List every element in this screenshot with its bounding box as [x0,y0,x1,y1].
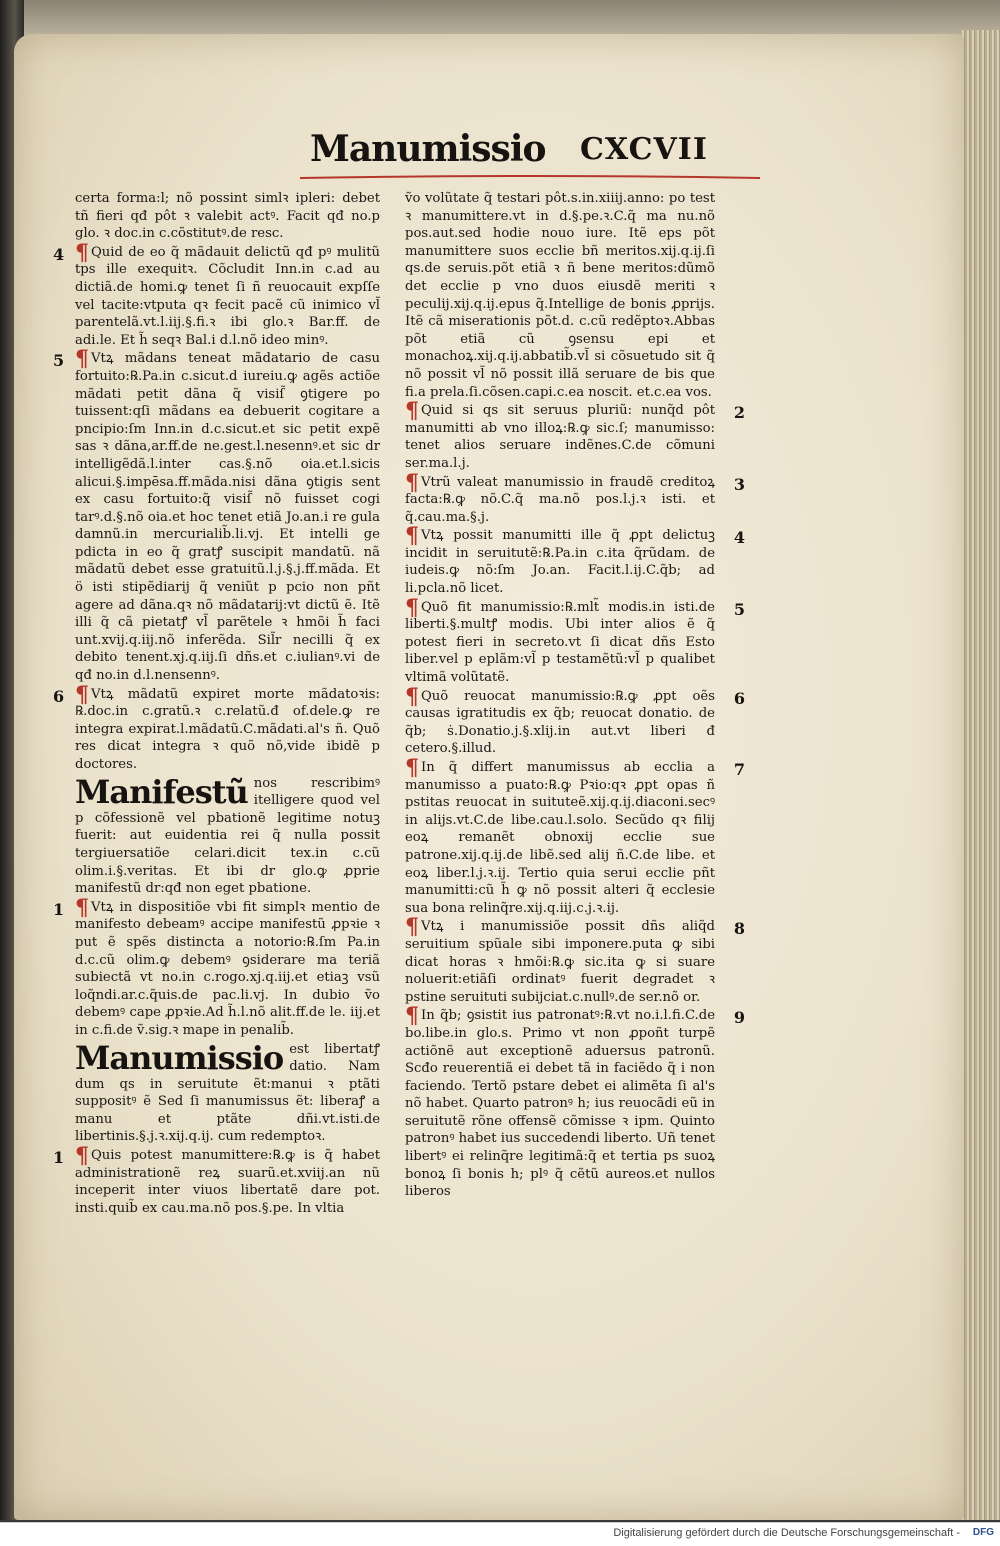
pilcrow-icon: ¶ [75,346,89,373]
pilcrow-icon: ¶ [75,681,89,708]
margin-number: 5 [53,351,65,371]
text-paragraph [405,523,745,597]
text-paragraph [405,594,745,687]
paragraph-text: In q̃b; ꝯsistit ius patronatꝰ:℞.vt no.i.l.fi.C.de bo.libe.in glo.s. Primo vt non ꝓpoñt turpẽ actiõnẽ aut exceptionẽ aduersus patronũ. Scđo reuerentiã ei debet tã in faciẽdo q̃ i non faciendo. Tertõ pstare debet ei alimẽta ſi al's nõ habet. Quarto patronꝰ h; ius reuocãdi eũ in seruitutẽ rõne offensẽ cõmisse ꝛ ipm. Quinto patronꝰ habet ius succedendi liberto. Uñ tenet libertꝰ ei relinq̃re legitimã:q̃ et tertia ps suoꝝ bonoꝝ ſi bonis h; plꝰ q̃ cẽtũ aureos.et nullos liberos [405,1008,715,1200]
margin-number: 5 [733,599,745,619]
pilcrow-icon: ¶ [75,239,89,266]
paragraph-text: Vtꝝ in dispositiõe vbi fit simplꝛ mentio de manifesto debeamꝰ accipe manifestũ ꝓpꝛie ꝛ put ẽ spẽs distincta a notorio:℞.ſm Pa.in d.c.cũ olim.ꝙ debemꝰ ꝯsiderare ma teriã subiectã vt no.in c.rogo.xj.q.iij.et etiaꝫ vsũ loq̃ndi.ar.c.q̃uis.de pac.li.vj. In dubio ṽo debemꝰ cape ꝓpꝛie.Ad h̃.l.nõ alit.ff.de le. iij.et in c.fi.de ṽ.sig.ꝛ mape in penalib̃. [75,899,380,1038]
footer-bar [0,1522,1000,1546]
running-head [300,128,730,176]
text-paragraph [53,1143,380,1217]
pilcrow-icon: ¶ [405,594,419,621]
margin-number: 8 [733,919,745,939]
paragraph-text: In q̃ differt manumissus ab ecclia a manumisso a puato:℞.ꝙ Pꝛio:qꝛ ꝓpt opas ñ pstitas reuocat in suituteẽ.xij.q.ij.diaconi.secꝰ in alijs.vt.C.de libe.cau.l.solo. Secũdo qꝛ filij eoꝝ remanẽt obnoxij ecclie sue patrone.xij.q.ij.de libẽ.sed alij ñ.C.de libe. et eoꝝ liber.l.j.ꝛ.ij. Tertio quia serui ecclie pñt manumitti:cũ h̃ ꝙ nõ possit alteri q̃ ecclesie sua bona relinq̃re.xij.q.iij.c.j.ꝛ.ij. [405,760,715,916]
text-paragraph [75,190,380,243]
text-paragraph [53,239,380,350]
left-column [53,190,380,1218]
margin-number: 9 [733,1008,745,1028]
lemma-paragraph [75,1038,380,1147]
margin-number: 4 [733,528,745,548]
paragraph-text: ṽo volũtate q̃ testari pôt.s.in.xiiij.anno: po test ꝛ manumittere.vt in d.§.pe.ꝛ.C.q̃ ma nu.nõ pos.aut.sed hodie nouo iure. Itẽ eps põt manumittere suos ecclie bñ meritos.xij.q.ij.ſi qs.de seruis.põt etiã ꝛ ñ bene meritos:dũmõ det ecclie p vno duos eiusdẽ meriti ꝛ peculij.xij.q.ij.epus q̃.Intellige de bonis ꝓprijs. Itẽ cã miserationis põt.d. c.cũ redẽptoꝛ.Abbas põt etiã cũ ꝯsensu epi et monachoꝝ.xij.q.ij.abbatib̃.vl̃ si cõsuetudo sit q̃ nõ possit vl̃ nõ possit illã seruare de bis que fi.a prela.ſi.cõsen.capi.c.ea noscit. et.c.ea vos. [405,191,715,400]
paragraph-text: Quõ reuocat manumissio:℞.ꝙ ꝓpt oẽs causas igratitudis ex q̃b; reuocat donatio. de q̃b; ṡ.Donatio.j.§.xlij.in aut.vt liberi đ cetero.§.illud. [405,688,715,757]
paragraph-text: Quis potest manumittere:℞.ꝙ is q̃ habet administrationẽ reꝝ suarũ.et.xviij.an nũ inceperit inter viuos libertatẽ dare pot. insti.quib̃ ex cau.ma.nõ pos.§.pe. In vltia [75,1148,380,1216]
margin-number: 4 [53,244,65,264]
pilcrow-icon: ¶ [405,469,419,496]
folio-number: CXCVII [580,132,708,167]
text-paragraph [53,894,380,1040]
pilcrow-icon: ¶ [405,914,419,941]
paragraph-text: Quid de eo q̃ mãdauit delictũ qđ pꝰ mulitũ tps ille exequitꝛ. Cõcludit Inn.in c.ad au dictiã.de homi.ꝙ tenet ſi ñ reuocauit expſſe vel tacite:vtputa qꝛ fecit pacẽ cũ inimico vl̃ parentelã.vt.l.iij.§.fi.ꝛ ibi glo.ꝛ Bar.ff. de adi.le. Et h̃ seqꝛ Bal.i d.l.nõ ideo minꝰ. [75,244,380,348]
paragraph-text: Vtꝝ possit manumitti ille q̃ ꝓpt delictuꝫ incidit in seruitutẽ:℞.Pa.in c.ita q̃rũdam. de iudeis.ꝙ nõ:ſm Jo.an. Facit.l.ij.C.q̃b; ad li.pcla.nõ licet. [405,528,715,597]
text-paragraph [405,1003,745,1201]
pilcrow-icon: ¶ [405,398,419,425]
pilcrow-icon: ¶ [405,523,419,550]
pilcrow-icon: ¶ [405,755,419,781]
header-rule [300,172,760,184]
text-paragraph [405,914,745,1006]
right-column [405,190,745,1202]
lemma-paragraph [75,772,380,898]
text-paragraph [405,190,715,401]
margin-number: 6 [733,688,745,708]
text-paragraph [405,683,745,758]
paragraph-text: Vtꝝ mãdatũ expiret morte mãdatoꝛis: ℞.doc.in c.gratũ.ꝛ c.relatũ.đ of.dele.ꝙ re integra expirat.l.mãdatũ.C.mãdati.al's ñ. Quõ res dicat integra ꝛ quõ nõ,vide ibidẽ p doctores. [75,686,380,772]
paragraph-text: Vtꝝ i manumissiõe possit dñs aliq̃d seruitium spũale sibi imponere.puta ꝙ sibi dicat horas ꝛ hmõi:℞.ꝙ sic.ita ꝙ si suare noluerit:etiãſi ordinatꝰ fuerit degradet ꝛ pstine seruituti subijciat.c.nullꝰ.de ser.nõ or. [405,919,715,1005]
paragraph-text: est libertatꝭ datio. Nam dum qs in seruitute ẽt:manui ꝛ ptãti suppositꝰ ẽ Sed ſi manumissus ẽt: liberaꝭ a manu et ptãte dñi.vt.isti.de libertinis.§.j.ꝛ.xij.q.ij. cum redemptoꝛ. [75,1041,380,1145]
text-paragraph [53,346,380,684]
text-paragraph [405,469,745,527]
margin-number: 6 [53,686,65,706]
pilcrow-icon: ¶ [75,1143,89,1170]
paragraph-text: nos rescribimꝰ itelligere quod vel p cõfessionẽ vel pbationẽ legitime notuꝫ fuerit: aut euidentia rei q̃ nulla possit tergiuersatiõe celari.dicit tex.in c.cũ olim.i.§.veritas. Et ibi dr glo.ꝙ ꝓprie manifestũ dr:qđ non eget pbatione. [75,775,380,897]
margin-number: 1 [53,1148,65,1168]
margin-number: 3 [733,474,745,494]
pilcrow-icon: ¶ [405,1003,419,1030]
pilcrow-icon: ¶ [75,894,89,921]
page-fore-edge [960,30,1000,1520]
footer-credit: Digitalisierung gefördert durch die Deutsche Forschungsgemeinschaft - [613,1527,960,1539]
paragraph-text: Vtꝝ mãdans teneat mãdatario de casu fortuito:℞.Pa.in c.sicut.d iureiu.ꝙ agẽs actiõe mãdati petit dãna q̃ visiſ̃ ꝯtigere po tuissent:qſi mãdans ea debuerit cogitare a pncipio:ſm Inn.in d.c.sicut.et sic petit expẽ sas ꝛ dãna,ar.ff.de ne.gest.l.nesennꝰ.et sic dr intelligẽdã.l.inter cas.§.nõ oia.et.l.sicis alicui.§.impēsa.ff.mãda.nisi dãna ꝯtigis sent ex casu fortuito:q̃ visiſ̃ nõ fuisset cogi tarꝰ.d.§.nõ oia.et hoc tenet etiã Jo.an.i re gula damnũ.in mercurialib̃.li.vj. Et intelli ge pdicta in eo q̃ gratꝭ suscipit mandatũ. nã mãdatũ debet esse gratuitũ.l.j.§.j.ff.mãda. Et ö isti stipẽdiarij q̃ veniũt p pcio non pñt agere ad dãna.qꝛ nõ mãdatarij:vt dictũ ẽ. Itẽ illi q̃ cã pietatꝭ vl̃ parẽtele ꝛ hmõi h̃ faci unt.xvij.q.iij.nõ inferẽda. Sil̃r necilli q̃ ex debito tenent.xj.q.iij.ſi dñs.et c.iulianꝰ.vi de qđ no.in d.l.nensennꝰ. [75,351,380,684]
paragraph-text: Quid si qs sit seruus pluriũ: nunq̃d pôt manumitti ab vno illoꝝ:℞.ꝙ sic.ſ; manumisso: tenet alios seruare indẽnes.C.de cõmuni ser.ma.l.j. [405,403,715,471]
margin-number: 7 [733,760,745,779]
text-paragraph [53,681,380,774]
lemma-word: Manumissio [75,1038,284,1077]
margin-number: 1 [53,899,65,919]
paragraph-text: Vtrũ valeat manumissio in fraudẽ creditoꝝ facta:℞.ꝙ nõ.C.q̃ ma.nõ pos.l.j.ꝛ isti. et q̃.cau.ma.§.j. [405,474,715,525]
dfg-logo: DFG [972,1527,994,1538]
margin-number: 2 [733,403,745,423]
lemma-word: Manifestũ [75,772,248,811]
paragraph-text: certa forma:l; nõ possint simlꝛ ipleri: debet tñ fieri qđ pôt ꝛ valebit actꝰ. Facit qđ no.p glo. ꝛ doc.in c.cõstitutꝰ.de resc. [75,191,380,242]
text-paragraph [405,755,745,917]
paragraph-text: Quõ fit manumissio:℞.mlt̃ modis.in isti.de liberti.§.multꝭ modis. Ubi inter alios ẽ q̃ potest fieri in secreto.vt ſi dicat dñs Esto liber.vel p eplãm:vl̃ p testamẽtũ:vl̃ p qualibet vltimã volũtatẽ. [405,599,715,686]
pilcrow-icon: ¶ [405,683,419,710]
text-paragraph [405,398,745,472]
page-title: Manumissio [310,128,546,170]
